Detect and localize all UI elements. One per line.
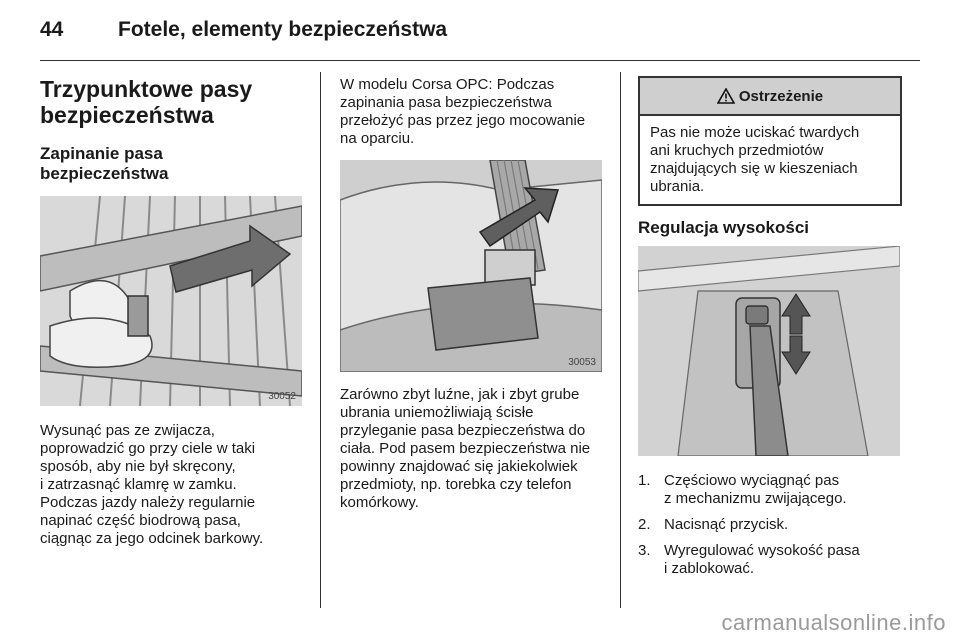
figure-code: 30053 — [568, 357, 596, 368]
step-line: Nacisnąć przycisk. — [664, 516, 789, 533]
column-divider-1 — [320, 72, 321, 608]
section-title-line-1: Trzypunktowe pasy — [40, 76, 253, 102]
intro-line: W modelu Corsa OPC: Podczas — [340, 76, 555, 93]
body-line: napinać część biodrową pasa, — [40, 512, 241, 529]
body-line: ciągnąc za jego odcinek barkowy. — [40, 530, 264, 547]
figure-code: 30052 — [268, 391, 296, 402]
body-line: ciała. Pod pasem bezpieczeństwa nie — [340, 440, 591, 457]
body-line: Wysunąć pas ze zwijacza, — [40, 422, 215, 439]
height-adjuster-illustration — [638, 246, 900, 456]
body-line: przedmioty, np. torebka czy telefon — [340, 476, 572, 493]
step-item — [638, 542, 913, 578]
step-line: i zablokować. — [664, 560, 755, 577]
intro-line: zapinania pasa bezpieczeństwa — [340, 94, 552, 111]
watermark: carmanualsonline.info — [721, 610, 946, 635]
body-line: ubrania uniemożliwiają ścisłe — [340, 404, 534, 421]
section-title-line-2: bezpieczeństwa — [40, 102, 214, 128]
warning-header — [640, 78, 900, 116]
column-divider-2 — [620, 72, 621, 608]
left-column — [40, 76, 310, 184]
step-number: 2. — [638, 516, 651, 533]
step-item — [638, 516, 913, 534]
buckle-drawing — [340, 160, 602, 372]
warning-line: ani kruchych przedmiotów — [650, 142, 824, 159]
buckle-illustration — [340, 160, 602, 372]
subsection-title — [40, 144, 310, 184]
left-body-text — [40, 422, 315, 548]
body-line: Zarówno zbyt luźne, jak i zbyt grube — [340, 386, 580, 403]
step-line: z mechanizmu zwijającego. — [664, 490, 847, 507]
intro-line: na oparciu. — [340, 130, 415, 147]
header-rule — [40, 60, 920, 61]
height-adjust-title: Regulacja wysokości — [638, 218, 810, 237]
warning-line: ubrania. — [650, 178, 705, 195]
step-item — [638, 472, 913, 508]
subsection-title-line-1: Zapinanie pasa — [40, 144, 163, 163]
step-line: Częściowo wyciągnąć pas — [664, 472, 840, 489]
warning-box — [638, 76, 902, 206]
subsection-title-line-2: bezpieczeństwa — [40, 164, 169, 183]
step-number: 1. — [638, 472, 651, 489]
section-title — [40, 76, 310, 128]
intro-line: przełożyć pas przez jego mocowanie — [340, 112, 586, 129]
body-line: Podczas jazdy należy regularnie — [40, 494, 256, 511]
warning-text — [640, 116, 900, 204]
seatbelt-fastening-illustration — [40, 196, 302, 406]
seatbelt-fastening-drawing — [40, 196, 302, 406]
page-header — [40, 18, 920, 58]
warning-line: Pas nie może uciskać twardych — [650, 124, 860, 141]
adjust-steps — [638, 472, 913, 586]
body-line: przyleganie pasa bezpieczeństwa do — [340, 422, 586, 439]
height-adjuster-drawing — [638, 246, 900, 456]
body-line: i zatrzasnąć klamrę w zamku. — [40, 476, 237, 493]
body-line: sposób, aby nie był skręcony, — [40, 458, 236, 475]
page-number: 44 — [40, 18, 64, 41]
step-line: Wyregulować wysokość pasa — [664, 542, 860, 559]
body-line: komórkowy. — [340, 494, 419, 511]
warning-title: Ostrzeżenie — [738, 87, 824, 105]
body-line: powinny znajdować się jakiekolwiek — [340, 458, 578, 475]
warning-line: znajdujących się w kieszeniach — [650, 160, 858, 177]
warning-triangle-icon — [717, 88, 735, 104]
middle-body-text — [340, 386, 615, 512]
steps-list — [638, 472, 913, 578]
middle-intro-text — [340, 76, 612, 148]
body-line: poprowadzić go przy ciele w taki — [40, 440, 256, 457]
chapter-title: Fotele, elementy bezpieczeństwa — [118, 18, 448, 41]
step-number: 3. — [638, 542, 651, 559]
